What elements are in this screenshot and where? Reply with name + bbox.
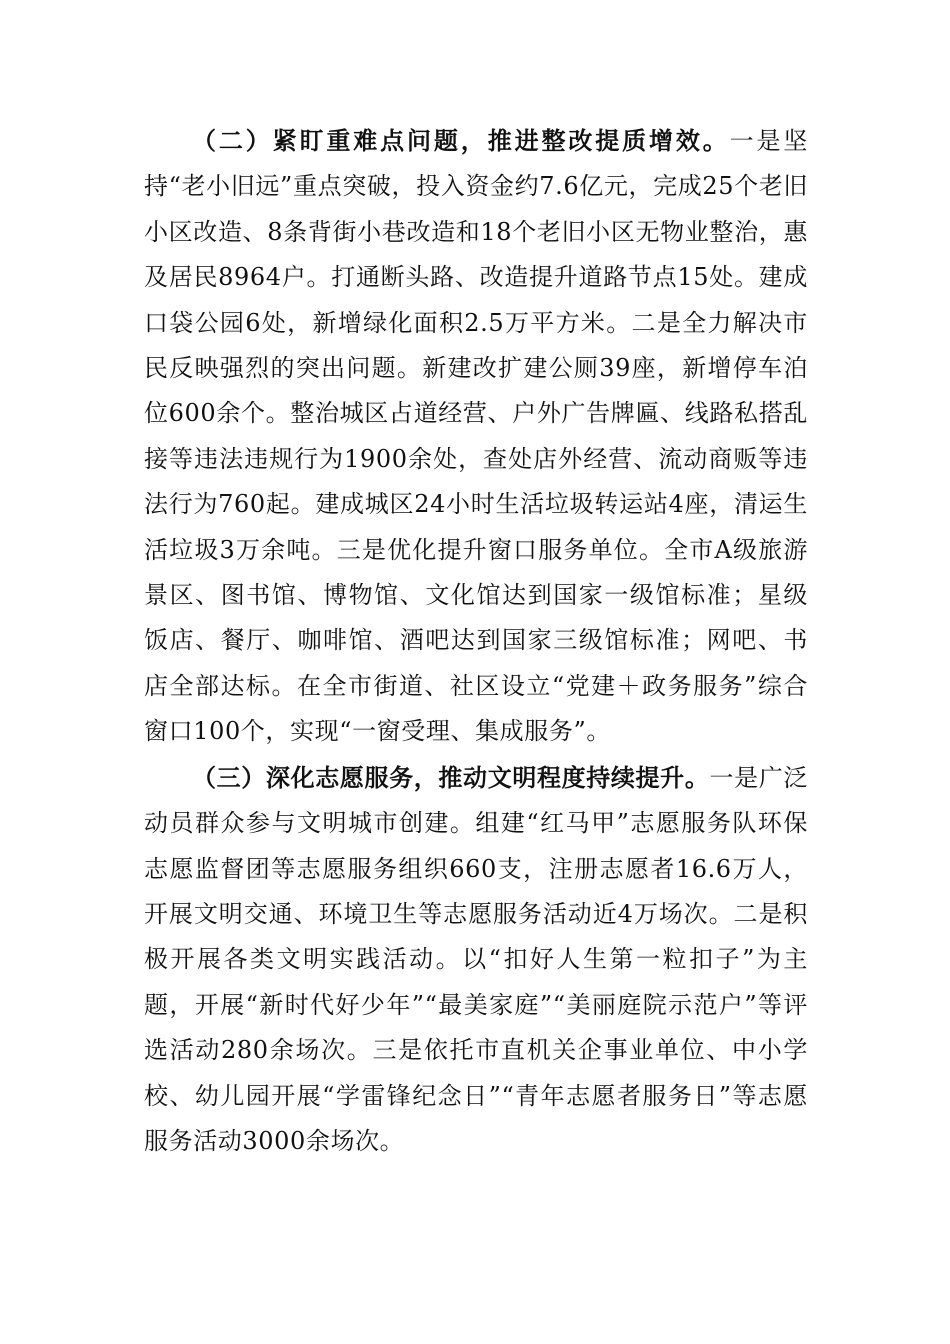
paragraph-section-3 (144, 755, 808, 1165)
section-heading-3: （三）深化志愿服务，推动文明程度持续提升。 (192, 762, 710, 792)
paragraph-section-2 (144, 118, 808, 755)
section-text-2: 一是坚持“老小旧远”重点突破，投入资金约7.6亿元，完成25个老旧小区改造、8条背街小巷改造和18个老旧小区无物业整治，惠及居民8964户。打通断头路、改造提升道路节点15处。建成口袋公园6处，新增绿化面积2.5万平方米。二是全力解决市民反映强烈的突出问题。新建改扩建公厕39座，新增停车泊位600余个。整治城区占道经营、户外广告牌匾、线路私搭乱接等违法违规行为1900余处，查处店外经营、流动商贩等违法行为760起。建成城区24小时生活垃圾转运站4座，清运生活垃圾3万余吨。三是优化提升窗口服务单位。全市A级旅游景区、图书馆、博物馆、文化馆达到国家一级馆标准；星级饭店、餐厅、咖啡馆、酒吧达到国家三级馆标准；网吧、书店全部达标。在全市街道、社区设立“党建＋政务服务”综合窗口100个，实现“一窗受理、集成服务”。 (144, 127, 808, 746)
document-body (144, 118, 808, 1164)
section-text-3: 一是广泛动员群众参与文明城市创建。组建“红马甲”志愿服务队环保志愿监督团等志愿服务组织660支，注册志愿者16.6万人，开展文明交通、环境卫生等志愿服务活动近4万场次。二是积极开展各类文明实践活动。以“扣好人生第一粒扣子”为主题，开展“新时代好少年”“最美家庭”“美丽庭院示范户”等评选活动280余场次。三是依托市直机关企事业单位、中小学校、幼儿园开展“学雷锋纪念日”“青年志愿者服务日”等志愿服务活动3000余场次。 (144, 763, 808, 1155)
section-heading-2: （二）紧盯重难点问题，推进整改提质增效。 (192, 126, 730, 155)
